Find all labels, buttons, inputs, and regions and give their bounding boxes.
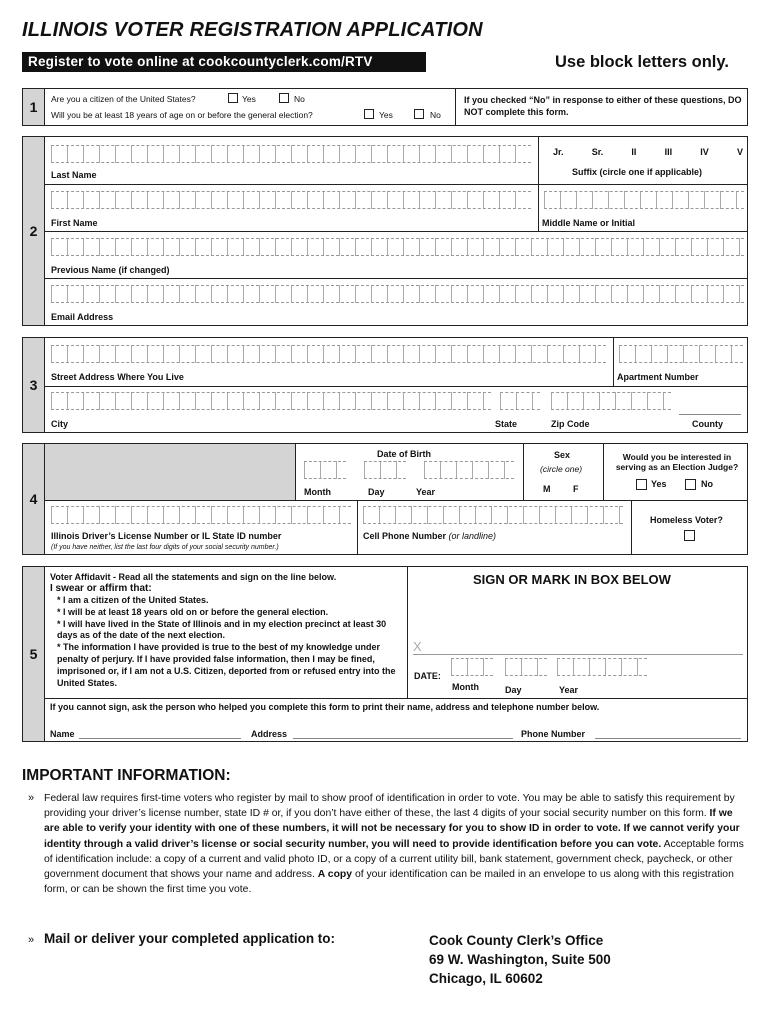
license-label: Illinois Driver’s License Number or IL State ID number <box>51 531 282 541</box>
age-no-label: No <box>430 110 441 120</box>
zip-input[interactable] <box>551 392 671 410</box>
affidavit-statements <box>57 595 397 689</box>
age-no-checkbox[interactable] <box>414 109 424 119</box>
county-input[interactable] <box>679 414 741 415</box>
citizen-question: Are you a citizen of the United States? <box>51 94 196 104</box>
important-info-title: IMPORTANT INFORMATION: <box>22 767 231 784</box>
dob-day-input[interactable] <box>364 461 406 479</box>
section-1 <box>22 88 748 126</box>
homeless-checkbox[interactable] <box>684 530 695 541</box>
street-address-input[interactable] <box>51 345 606 363</box>
helper-address-input[interactable] <box>293 738 513 739</box>
helper-instruction: If you cannot sign, ask the person who helped you complete this form to print their name, address and telephone number below. <box>50 702 600 712</box>
section-5 <box>22 566 748 742</box>
suffix-v[interactable]: V <box>736 147 743 157</box>
sex-label: Sex <box>554 450 571 460</box>
judge-yes-checkbox[interactable] <box>636 479 647 490</box>
helper-name-label: Name <box>50 729 75 739</box>
swear-label: I swear or affirm that: <box>50 583 152 594</box>
sign-year-input[interactable] <box>557 658 647 676</box>
last-name-input[interactable] <box>51 145 531 163</box>
mail-instruction: Mail or deliver your completed application to: <box>44 931 336 946</box>
ineligible-note: If you checked “No” in response to either of these questions, DO NOT complete this form. <box>464 95 742 117</box>
section-number: 1 <box>23 89 45 125</box>
dob-label: Date of Birth <box>377 449 431 459</box>
age-yes-label: Yes <box>379 110 393 120</box>
dob-year-label: Year <box>416 487 436 497</box>
bullet: » <box>28 792 35 804</box>
signature-line[interactable] <box>413 637 743 655</box>
cell-phone-label: Cell Phone Number (or landline) <box>363 531 497 541</box>
sign-month-label: Month <box>452 682 479 692</box>
section-number: 2 <box>23 137 45 325</box>
age-yes-checkbox[interactable] <box>364 109 374 119</box>
dob-year-input[interactable] <box>424 461 514 479</box>
citizen-yes-label: Yes <box>242 94 256 104</box>
age-question: Will you be at least 18 years of age on or before the general election? <box>51 110 313 120</box>
helper-name-input[interactable] <box>79 738 241 739</box>
sign-year-label: Year <box>559 685 579 695</box>
election-judge-question: Would you be interested in serving as an Election Judge? <box>615 452 739 472</box>
county-label: County <box>692 419 723 429</box>
section-number: 4 <box>23 444 45 554</box>
date-label: DATE: <box>414 671 441 681</box>
statement-item: * I am a citizen of the United States. <box>57 595 209 605</box>
sign-instruction: SIGN OR MARK IN BOX BELOW <box>473 572 671 587</box>
judge-no-checkbox[interactable] <box>685 479 696 490</box>
homeless-label: Homeless Voter? <box>650 515 723 525</box>
sign-day-label: Day <box>505 685 522 695</box>
online-registration-banner: Register to vote online at cookcountyclerk.com/RTV <box>22 52 426 72</box>
first-name-label: First Name <box>51 218 98 228</box>
suffix-iv[interactable]: IV <box>700 147 709 157</box>
first-name-input[interactable] <box>51 191 531 209</box>
signature-x-mark: X <box>413 639 422 654</box>
dob-month-label: Month <box>304 487 331 497</box>
address-line: 69 W. Washington, Suite 500 <box>429 952 611 967</box>
id-requirement-paragraph: Federal law requires first-time voters who register by mail to show proof of identification in order to vote. You may be able to satisfy this requirement by providing your driver’s license number, state ID # or, if you don’t have either of these, the last 4 digits of your social security number on this form. If we are able to verify your identity with one of these numbers, it will not be necessary for you to show ID in order to vote. If we cannot verify your identity through a valid driver’s license or social security number, you will need to provide identification before you can vote. Acceptable forms of identification include: a copy of a current and valid photo ID, or a copy of a current utility bill, bank statement, government check, paycheck, or other government document that shows your name and address. A copy of your identification can be mailed in an envelope to us along with this registration form, or can be shown the first time you vote. <box>44 793 744 896</box>
sex-m-option[interactable]: M <box>543 484 551 494</box>
section-3 <box>22 337 748 433</box>
affidavit-title: Voter Affidavit - Read all the statements and sign on the line below. <box>50 572 337 582</box>
apartment-input[interactable] <box>619 345 743 363</box>
helper-phone-label: Phone Number <box>521 729 586 739</box>
sex-circle-note: (circle one) <box>540 464 583 474</box>
address-line: Cook County Clerk’s Office <box>429 933 604 948</box>
citizen-no-checkbox[interactable] <box>279 93 289 103</box>
sign-day-input[interactable] <box>505 658 547 676</box>
suffix-label: Suffix (circle one if applicable) <box>572 167 703 177</box>
block-letters-note: Use block letters only. <box>555 53 729 71</box>
sign-month-input[interactable] <box>451 658 493 676</box>
section-number: 5 <box>23 567 45 741</box>
suffix-jr[interactable]: Jr. <box>553 147 564 157</box>
apartment-label: Apartment Number <box>617 372 699 382</box>
previous-name-input[interactable] <box>51 238 744 256</box>
citizen-yes-checkbox[interactable] <box>228 93 238 103</box>
license-number-input[interactable] <box>51 506 351 524</box>
state-label: State <box>495 419 518 429</box>
helper-address-label: Address <box>251 729 288 739</box>
section-2 <box>22 136 748 326</box>
statement-item: * The information I have provided is true to the best of my knowledge under penalty of perjury. If I have provided false information, then I may be fined, imprisoned or, if I am not a U.S. Citizen, deported from or refused entry into the United States. <box>57 642 396 688</box>
sex-f-option[interactable]: F <box>573 484 579 494</box>
previous-name-label: Previous Name (if changed) <box>51 265 170 275</box>
dob-day-label: Day <box>368 487 385 497</box>
city-label: City <box>51 419 69 429</box>
form-title: ILLINOIS VOTER REGISTRATION APPLICATION <box>22 19 483 41</box>
state-input[interactable] <box>500 392 540 410</box>
street-address-label: Street Address Where You Live <box>51 372 184 382</box>
statement-item: * I will be at least 18 years old on or before the general election. <box>57 606 329 617</box>
address-line: Chicago, IL 60602 <box>429 971 543 986</box>
last-name-label: Last Name <box>51 170 97 180</box>
email-label: Email Address <box>51 312 114 322</box>
helper-phone-input[interactable] <box>595 738 741 739</box>
suffix-iii[interactable]: III <box>664 147 673 157</box>
statement-item: * I will have lived in the State of Illinois and in my election precinct at least 30 days as of the date of the next election. <box>57 618 387 641</box>
bullet: » <box>28 934 35 946</box>
suffix-sr[interactable]: Sr. <box>591 147 604 157</box>
judge-yes-label: Yes <box>651 479 667 489</box>
email-input[interactable] <box>51 285 744 303</box>
middle-name-label: Middle Name or Initial <box>542 218 636 228</box>
section-number: 3 <box>23 338 45 432</box>
mailing-address <box>429 931 611 988</box>
zip-label: Zip Code <box>551 419 590 429</box>
office-use-shaded-area <box>45 444 295 500</box>
section-4 <box>22 443 748 555</box>
suffix-ii[interactable]: II <box>631 147 637 157</box>
city-input[interactable] <box>51 392 491 410</box>
cell-phone-input[interactable] <box>363 506 623 524</box>
cell-phone-note: (or landline) <box>448 531 497 541</box>
dob-month-input[interactable] <box>304 461 346 479</box>
license-note: (If you have neither, list the last four digits of your social security number.) <box>51 544 279 551</box>
suffix-options[interactable] <box>553 147 743 157</box>
citizen-no-label: No <box>294 94 305 104</box>
judge-no-label: No <box>701 479 713 489</box>
middle-name-input[interactable] <box>544 191 744 209</box>
